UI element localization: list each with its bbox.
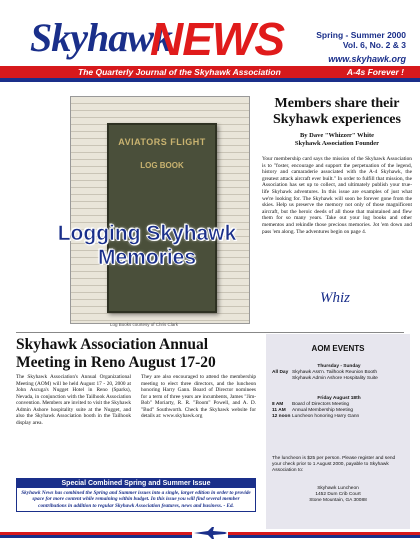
masthead-forever: A-4s Forever ! (346, 67, 404, 77)
events-title: AOM EVENTS (311, 344, 365, 353)
address-line: Stone Mountain, GA 30088 (309, 498, 367, 503)
overlay-line-2: Memories (97, 246, 197, 269)
events-thursday-items (292, 370, 378, 382)
logo-skyhawk: Skyhawk (30, 15, 172, 60)
event-time: 11 AM (272, 408, 286, 413)
event-time: 8 AM (272, 402, 284, 407)
logbook-photo (70, 96, 250, 324)
book-title-2: LOG BOOK (140, 161, 184, 170)
photo-overlay-title (16, 222, 278, 270)
issue-info (316, 30, 406, 50)
special-issue-body: Skyhawk News has combined the Spring and Summer issues into a single, larger edition in order to provide space for more content while remaining within budget. In this issue you will find several member contributions in addition to regular Skyhawk Association features, news and business. - Ed. (21, 490, 251, 509)
feature-body (262, 156, 412, 235)
events-friday-label: Friday August 18th (317, 396, 361, 401)
issue-date: Spring - Summer 2000 (316, 30, 406, 40)
special-issue-box (16, 478, 256, 512)
events-note: The luncheon is $25 per person. Please register and send your check prior to 1 August 2000, payable to Skyhawk Association to: (272, 456, 396, 473)
masthead-tagline: The Quarterly Journal of the Skyhawk Association (78, 67, 281, 77)
meeting-headline: Skyhawk Association Annual Meeting in Reno August 17-20 (16, 336, 216, 371)
log-book-cover (107, 123, 217, 313)
overlay-line-1: Logging Skyhawk (57, 222, 237, 245)
address-line: 1452 Dum Crib Court (315, 492, 361, 497)
feature-paragraph: Your membership card says the mission of the Skyhawk Association is to "foster, encourage and support the perpetuation of the legend, history and camaraderie associated with the A-4 Skyhawk, the greatest attack aircraft ever built." In order to fulfill that mission, the Association has set up to collect, and ultimately publish your true-life Skyhawk adventures. In this issue are examples of just what we're looking for. The Skyhawk will soon be forever gone from the skies. Help us preserve the memory not only of those magnificent aircraft, but the heroic deeds of all those that maintained and flew them for so many years. Take out your log books and other mementos and rekindle those precious memories. Jot 'em down and pass 'em along. The adventures begin on page 4. (262, 156, 412, 235)
events-friday (272, 396, 406, 420)
section-divider (16, 332, 404, 333)
photo-credit: Log Books courtesy of Chris Clark (110, 322, 179, 327)
event-item: Skyhawk Admin Ashore Hospitality Suite (292, 376, 378, 381)
masthead (0, 0, 420, 98)
event-time: 12 noon (272, 414, 291, 419)
byline-title: Skyhawk Association Founder (294, 140, 380, 147)
signature: Whiz (320, 290, 350, 306)
events-thursday (272, 364, 406, 382)
byline-author: By Dave "Whizzer" White (299, 132, 375, 139)
event-text: Annual Membership Meeting (292, 408, 354, 413)
feature-headline: Members share their Skyhawk experiences (273, 96, 401, 127)
meeting-col-2: They are also encouraged to attend the membership meeting to elect three directors, and the luncheon honoring Harry Gann. Board of Director nominees for a term of three years are incumbents, James "Jim-Bob" Moriarty, R. R. "Boom" Powell, and A. D. "Bud" Southworth. Check the Skyhawk website for details at: www.skyhawk.org (141, 374, 256, 419)
events-thursday-label: Thursday - Sunday (317, 364, 361, 369)
issue-volume: Vol. 6, No. 2 & 3 (342, 40, 406, 50)
special-issue-title: Special Combined Spring and Summer Issue (17, 479, 255, 488)
event-row (272, 414, 406, 420)
event-item: Skyhawk Ass'n. Tailhook Reunion Booth (292, 370, 378, 375)
events-thursday-row (272, 370, 406, 382)
book-title-1: AVIATORS FLIGHT (118, 137, 206, 147)
feature-byline (262, 132, 412, 148)
event-text: Board of Directors Meeting (292, 402, 350, 407)
event-text: Luncheon honoring Harry Gann (292, 414, 360, 419)
meeting-col-1: The Skyhawk Association's Annual Organizational Meeting (AOM) will be held August 17 - 20, 2000 at John Ascuga's Nugget Hotel in Reno (Sparks), Nevada, in conjunction with the Tailhook Association convention. Members are invited to visit the Skyhawk Admin Ashore hospitality suite at the Nugget, and also the Skyhawk Association booth in the Tailhook display area. (16, 374, 131, 426)
masthead-blue-bar (0, 78, 420, 82)
website-link[interactable]: www.skyhawk.org (328, 54, 406, 64)
masthead-red-bar (0, 66, 420, 78)
address-line: Skyhawk Luncheon (317, 486, 359, 491)
events-address (272, 486, 404, 504)
jet-icon (192, 526, 228, 540)
events-thursday-time: All Day (272, 370, 289, 375)
logo-news: NEWS (150, 13, 284, 65)
